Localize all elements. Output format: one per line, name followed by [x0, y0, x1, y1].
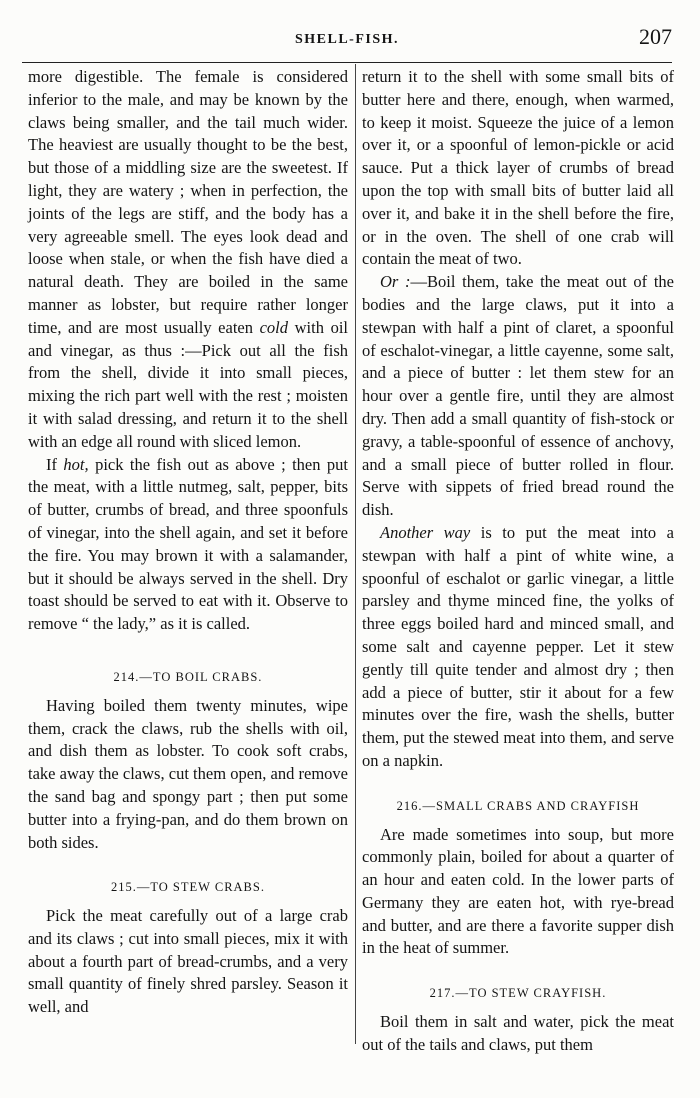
right-column: [362, 66, 674, 1057]
page-number: 207: [639, 24, 672, 49]
text: with oil and vinegar, as thus :—Pick out all the fish from the shell, divide it into small pieces, mixing the rich part well with the rest ; moisten it with salad dressing, and return it to the shell with an edge all round with sliced lemon.: [28, 317, 348, 451]
recipe-title-215: 215.—TO STEW CRABS.: [111, 880, 265, 895]
paragraph-crab-description: [28, 66, 348, 454]
running-head: SHELL-FISH.: [294, 32, 400, 47]
paragraph-stew-crabs: Pick the meat carefully out of a large crab and its claws ; cut into small pieces, mix it with about a fourth part of bread-crumbs, and a very small quantity of finely shred parsley. Season it well, and: [28, 906, 348, 1017]
page-header: [22, 22, 672, 60]
left-column: [28, 66, 348, 1019]
emphasis: cold: [259, 317, 289, 337]
text: is to put the meat into a stewpan with half a pint of white wine, a spoonful of eschalot or garlic vinegar, a little parsley and thyme minced fine, the yolks of three eggs boiled hard and minced small, and some salt and cayenne pepper. Let it stew gently till quite tender and almost dry ; then add a piece of butter, stir it about for a few minutes over the fire, wash the shells, butter them, put the stewed meat into them, and serve on a napkin.: [362, 522, 675, 770]
text: more digestible. The female is considered inferior to the male, and may be known by the claws being smaller, and the tail much wider. The heaviest are usually thought to be the best, but those of a middling size are the sweetest. If light, they are watery ; when in perfection, the joints of the legs are stiff, and the body has a very agreeable smell. The eyes look dead and loose when stale, or when the fish have died a natural death. They are boiled in the same manner as lobster, but require rather longer time, and are most usually eaten: [28, 67, 348, 337]
paragraph-another-way: [362, 522, 674, 773]
recipe-title-214: 214.—TO BOIL CRABS.: [113, 669, 263, 684]
recipe-title-216: 216.—SMALL CRABS AND CRAYFISH: [396, 798, 640, 813]
text: pick the fish out as above ; then put the meat, with a little nutmeg, salt, pepper, bits of butter, crumbs of bread, and three spoonfuls of vinegar, into the shell again, and set it before the fire. You may brown it with a salamander, but it should be always served in the shell. Dry toast should be served to eat with it. Observe to remove “ the lady,” as it is called.: [28, 454, 349, 634]
emphasis: Another way: [380, 522, 471, 542]
paragraph-stew-crayfish: Boil them in salt and water, pick the meat out of the tails and claws, put them: [362, 1012, 674, 1054]
paragraph-boil-crabs: Having boiled them twenty minutes, wipe them, crack the claws, rub the shells with oil, and dish them as lobster. To cook soft crabs, take away the claws, cut them open, and remove the sand bag and spongy part ; then put some butter into a frying-pan, and do them brown on both sides.: [28, 695, 348, 852]
text: If: [46, 454, 57, 474]
emphasis: Or :: [380, 272, 411, 292]
column-divider: [355, 64, 356, 1044]
paragraph-hot-crab: [28, 454, 348, 636]
paragraph-or-variant: [362, 271, 674, 522]
emphasis: hot,: [63, 454, 89, 474]
text: —Boil them, take the meat out of the bodies and the large claws, put it into a stewpan with half a pint of claret, a spoonful of eschalot-vinegar, a little cayenne, some salt, and a piece of butter : let them stew for an hour over a gentle fire, until they are almost dry. Then add a small quantity of fish-stock or gravy, a table-spoonful of essence of anchovy, and a small piece of butter rolled in flour. Serve with sippets of fried bread round the dish.: [362, 272, 674, 520]
paragraph-small-crabs: Are made sometimes into soup, but more commonly plain, boiled for about a quarter of an hour and eaten cold. In the lower parts of Germany they are eaten hot, with rye-bread and butter, and are there a favorite supper dish in the heat of summer.: [362, 824, 674, 958]
header-rule: [22, 62, 672, 63]
recipe-title-217: 217.—TO STEW CRAYFISH.: [429, 986, 607, 1001]
paragraph-stew-crabs-continued: return it to the shell with some small bits of butter here and there, enough, when warmed, to keep it moist. Squeeze the juice of a lemon over it, or a spoonful of lemon-pickle or acid sauce. Put a thick layer of crumbs of bread upon the top with small bits of butter laid all over it, and bake it in the shell before the fire, or in the oven. The shell of one crab will contain the meat of two.: [362, 67, 674, 269]
